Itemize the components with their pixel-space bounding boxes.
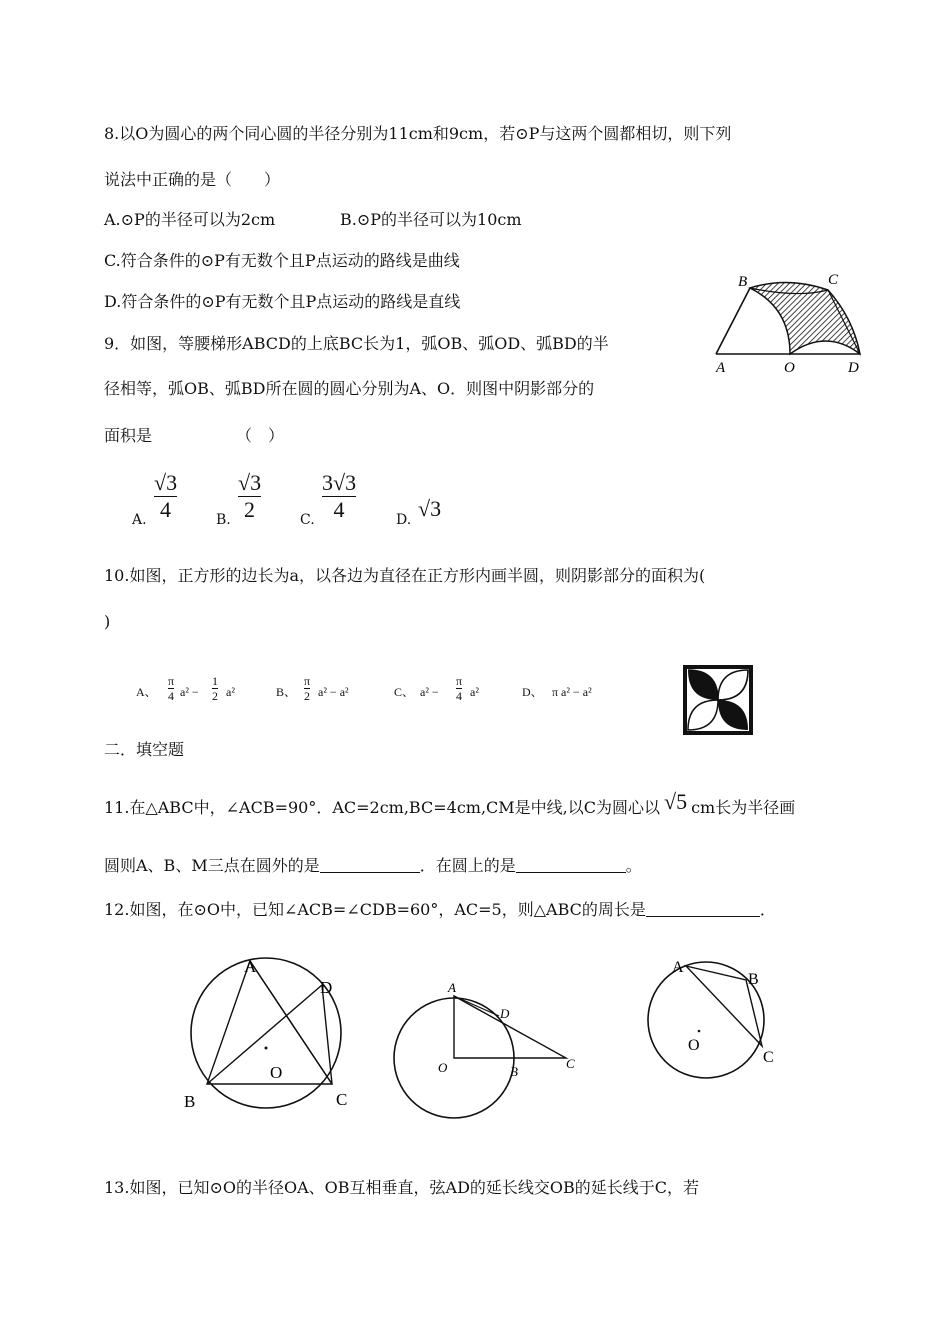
q10-line2: )	[104, 612, 111, 631]
q11-line1	[104, 789, 796, 818]
q10-option-c-lead: a² −	[420, 685, 439, 699]
q11-line2	[104, 856, 642, 876]
q10-line1: 10.如图，正方形的边长为a，以各边为直径在正方形内画半圆，则阴影部分的面积为(	[104, 566, 706, 585]
q8-line1: 8.以O为圆心的两个同心圆的半径分别为11cm和9cm，若⊙P与这两个圆都相切，则下列	[104, 124, 732, 143]
q11-line1-part3: cm长为半径画	[691, 798, 796, 817]
fig3-label-b: B	[748, 971, 759, 988]
q11-line2-part2: ．在圆上的是	[419, 856, 516, 875]
q11-line2-part1: 圆则A、B、M三点在圆外的是	[104, 856, 320, 875]
q9-line3: 面积是	[104, 426, 153, 445]
q11-blank-on-circle[interactable]	[516, 856, 626, 873]
q10-a-frac2-num: 1	[212, 674, 218, 688]
q9-label-o: O	[784, 360, 795, 376]
q12-line1	[104, 900, 776, 920]
q10-option-a-frac2	[212, 674, 218, 703]
fig2-label-b: B	[510, 1064, 518, 1079]
q9-figure	[708, 268, 868, 378]
q9-option-a-label: A.	[132, 512, 147, 528]
q9-label-d: D	[848, 360, 859, 376]
q10-option-c-tail: a²	[470, 685, 479, 699]
q12-text: 12.如图，在⊙O中，已知∠ACB=∠CDB=60°，AC=5，则△ABC的周长是	[104, 900, 646, 919]
q10-option-a-term: a² −	[180, 685, 199, 699]
figure-1	[180, 955, 370, 1120]
q9-option-d-value: √3	[418, 496, 442, 521]
q9-option-b-label: B.	[216, 512, 231, 528]
q9-option-b-denominator: 2	[244, 497, 256, 522]
q9-option-c-denominator: 4	[333, 497, 345, 522]
q9-line1: 9．如图，等腰梯形ABCD的上底BC长为1，弧OB、弧OD、弧BD的半	[104, 334, 609, 353]
fig1-label-d: D	[320, 978, 333, 997]
fig2-label-d: D	[500, 1006, 510, 1021]
q8-option-d: D.符合条件的⊙P有无数个且P点运动的路线是直线	[104, 292, 461, 311]
q9-option-c-numerator: 3√3	[322, 470, 357, 495]
q10-c-frac-num: π	[456, 674, 463, 688]
q11-blank-outside[interactable]	[320, 856, 420, 873]
q9-label-a: A	[716, 360, 726, 376]
q8-option-a: A.⊙P的半径可以为2cm	[104, 210, 276, 229]
q8-option-b: B.⊙P的半径可以为10cm	[340, 210, 522, 229]
q10-b-frac-num: π	[304, 674, 311, 688]
q10-option-d-label: D、	[522, 685, 543, 699]
q12-tail: ．	[759, 900, 776, 919]
q10-option-c-frac	[456, 674, 462, 703]
q12-blank[interactable]	[646, 900, 760, 917]
q10-a-frac2-den: 2	[212, 689, 218, 703]
fig1-label-b: B	[184, 1092, 196, 1111]
q9-option-a-numerator: √3	[154, 470, 178, 495]
q10-a-frac1-num: π	[168, 674, 175, 688]
q10-b-frac-den: 2	[304, 689, 311, 703]
fig2-label-o: O	[438, 1060, 448, 1075]
fig1-label-o: O	[270, 1063, 283, 1082]
fig3-label-o: O	[688, 1037, 700, 1054]
q9-option-d-label: D.	[396, 512, 412, 528]
fig1-label-c: C	[336, 1090, 348, 1109]
q10-option-a-label: A、	[136, 685, 157, 699]
q11-line1-part2: CM是中线,以C为圆心以	[486, 798, 661, 817]
q9-option-c-label: C.	[300, 512, 315, 528]
fig3-label-a: A	[672, 959, 684, 976]
q9-option-a-denominator: 4	[160, 497, 172, 522]
figure-2	[396, 976, 586, 1121]
q8-option-c: C.符合条件的⊙P有无数个且P点运动的路线是曲线	[104, 251, 460, 270]
q9-option-a-fraction	[154, 470, 177, 523]
q10-option-c-label: C、	[394, 685, 415, 699]
q13-line1: 13.如图，已知⊙O的半径OA、OB互相垂直，弦AD的延长线交OB的延长线于C，若	[104, 1178, 700, 1197]
fig1-label-a: A	[244, 957, 257, 976]
q11-line2-part3: 。	[625, 856, 642, 875]
q11-line1-part1: 11.在△ABC中，∠ACB=90°．AC=2cm,BC=4cm,	[104, 798, 487, 817]
q9-option-b-numerator: √3	[238, 470, 262, 495]
q9-line2: 径相等，弧OB、弧BD所在圆的圆心分别为A、O．则图中阴影部分的	[104, 379, 595, 398]
fig2-label-a: A	[448, 980, 456, 995]
q10-option-b-term: a² − a²	[318, 685, 349, 699]
fig2-label-c: C	[566, 1056, 575, 1071]
q8-line2: 说法中正确的是（ ）	[104, 170, 281, 189]
q9-option-c-fraction	[322, 470, 356, 523]
q10-figure	[682, 664, 754, 738]
q10-option-d-expr: π a² − a²	[552, 685, 592, 699]
q9-answer-paren: （ ）	[236, 426, 285, 445]
q10-option-a-tail: a²	[226, 685, 235, 699]
q10-option-a-frac1	[168, 674, 174, 703]
q10-option-b-frac	[304, 674, 310, 703]
q9-label-b: B	[738, 274, 748, 290]
q11-radical: √5	[664, 789, 688, 814]
q10-c-frac-den: 4	[456, 689, 463, 703]
figure-3	[640, 954, 790, 1084]
q10-option-b-label: B、	[276, 685, 297, 699]
q10-a-frac1-den: 4	[168, 689, 175, 703]
q9-option-b-fraction	[238, 470, 261, 523]
q9-label-c: C	[828, 272, 839, 288]
section-fill-in-title: 二．填空题	[104, 740, 185, 759]
fig3-label-c: C	[763, 1049, 774, 1066]
